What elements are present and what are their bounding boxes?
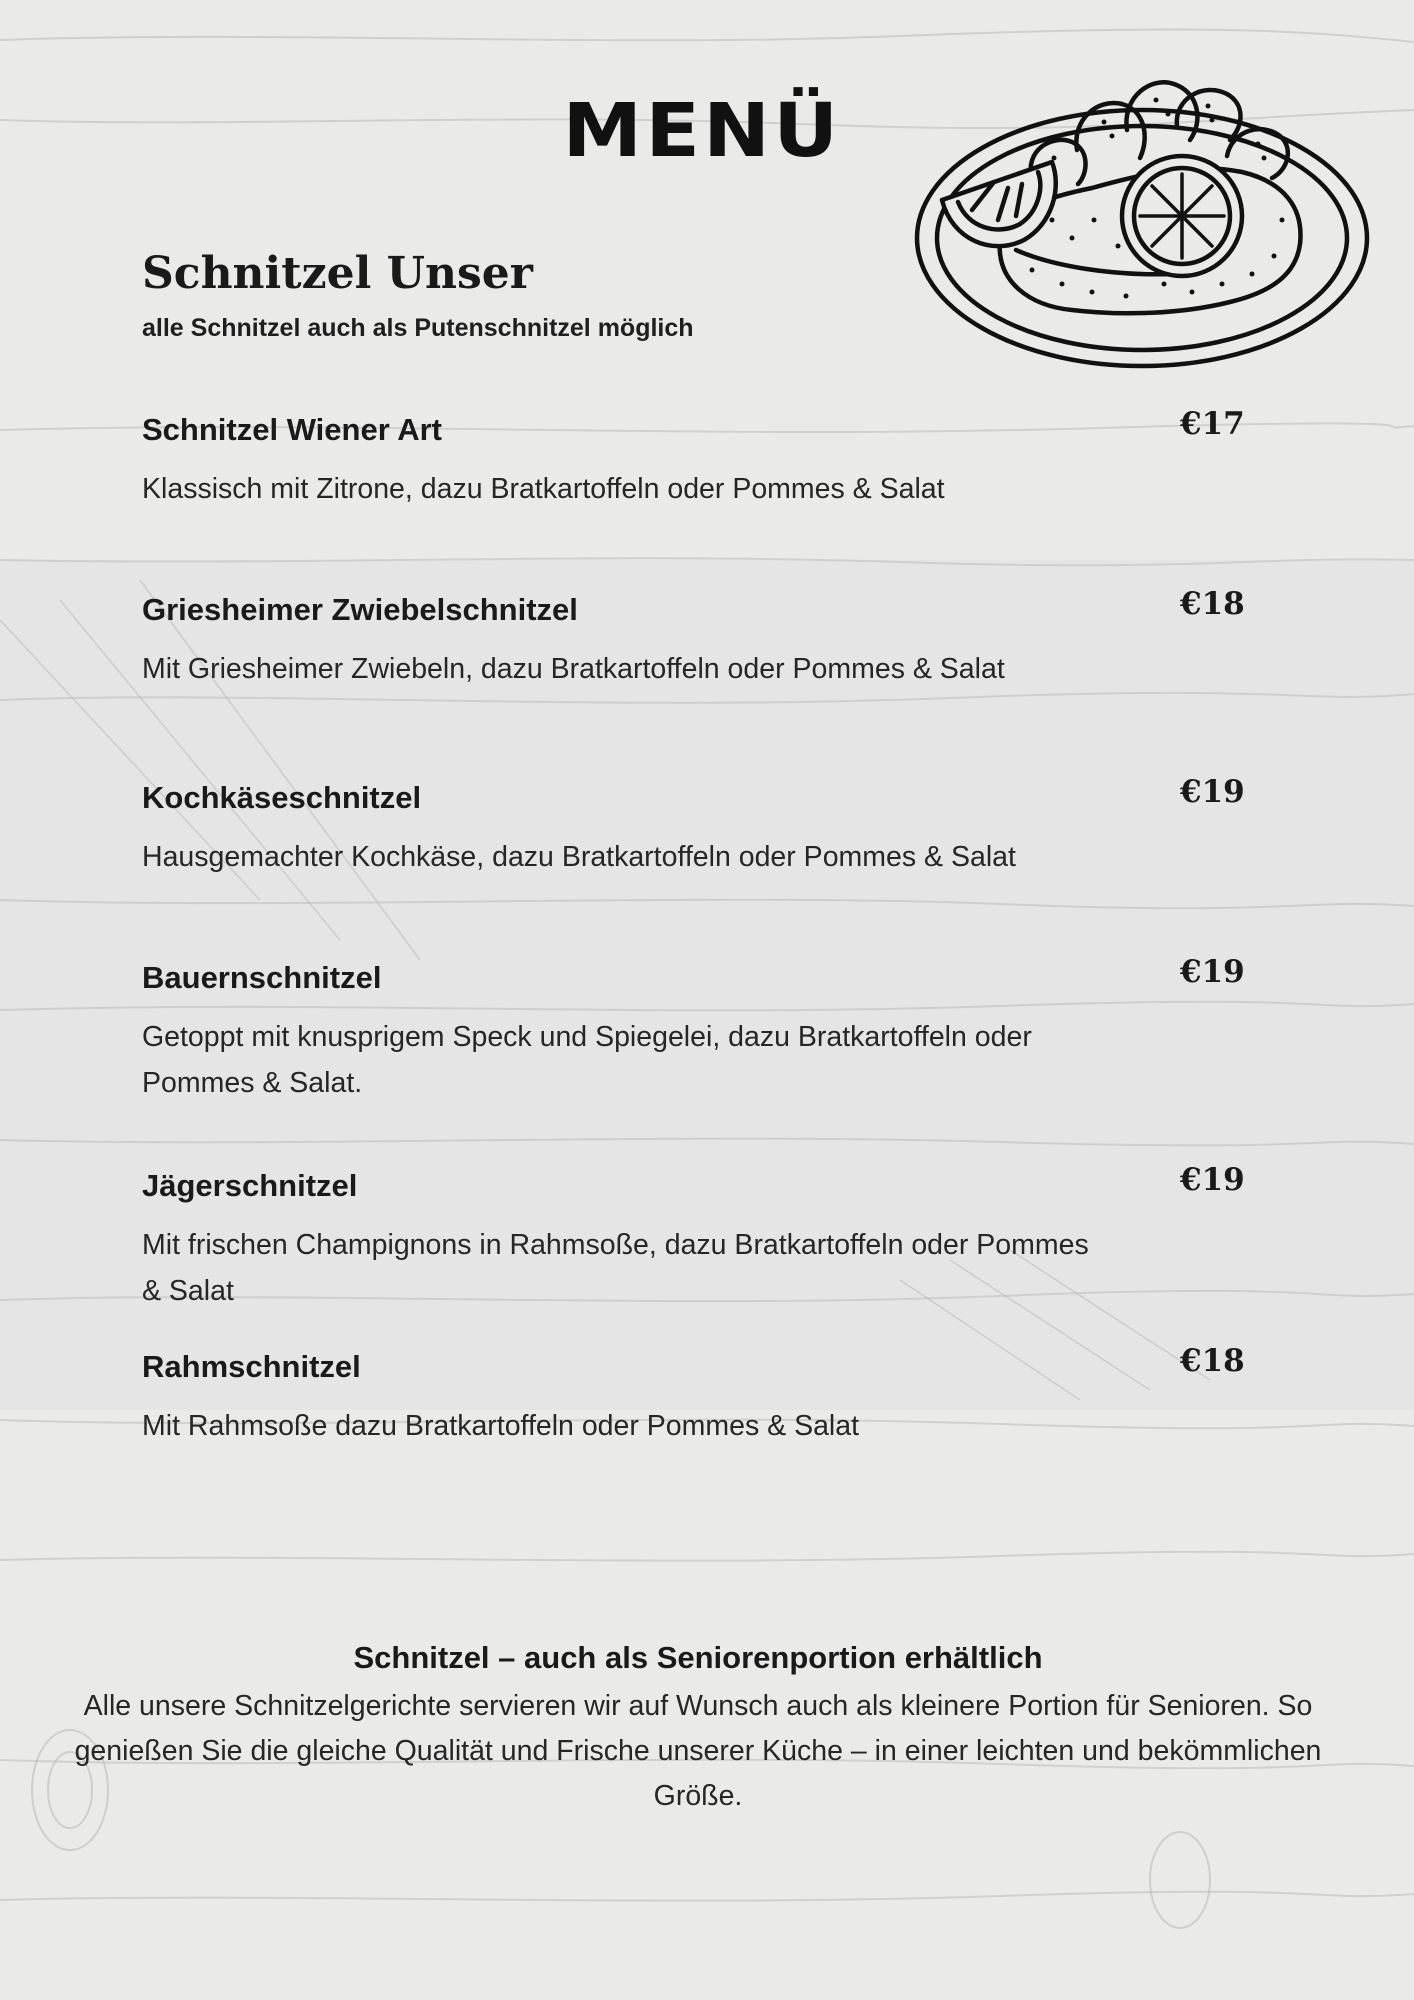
senior-portion-note bbox=[0, 1640, 1396, 1819]
item-name: Kochkäseschnitzel bbox=[142, 780, 422, 815]
item-name: Schnitzel Wiener Art bbox=[142, 412, 443, 447]
item-name: Griesheimer Zwiebelschnitzel bbox=[142, 592, 578, 627]
item-name: Jägerschnitzel bbox=[142, 1168, 358, 1203]
item-price: €18 bbox=[1180, 586, 1245, 622]
item-description: Mit Rahmsoße dazu Bratkartoffeln oder Pommes & Salat bbox=[142, 1410, 860, 1442]
item-price: €19 bbox=[1180, 774, 1245, 810]
item-description: Getoppt mit knusprigem Speck und Spiegelei, dazu Bratkartoffeln oder Pommes & Salat. bbox=[142, 1021, 1032, 1099]
item-description: Klassisch mit Zitrone, dazu Bratkartoffeln oder Pommes & Salat bbox=[142, 473, 945, 505]
schnitzel-plate-icon bbox=[912, 70, 1372, 380]
item-description: Mit frischen Champignons in Rahmsoße, dazu Bratkartoffeln oder Pommes & Salat bbox=[142, 1229, 1089, 1307]
item-price: €19 bbox=[1180, 1162, 1245, 1198]
item-name: Rahmschnitzel bbox=[142, 1349, 361, 1384]
item-price: €18 bbox=[1180, 1343, 1245, 1379]
section-subtitle: alle Schnitzel auch als Putenschnitzel möglich bbox=[142, 314, 694, 342]
footer-text: Alle unsere Schnitzelgerichte servieren wir auf Wunsch auch als kleinere Portion für Senioren. So genießen Sie die gleiche Qualität und Frische unserer Küche – in einer leichten und bekömmlichen Größe. bbox=[74, 1690, 1322, 1812]
footer-title: Schnitzel – auch als Seniorenportion erhältlich bbox=[353, 1640, 1043, 1675]
section-title: Schnitzel Unser bbox=[142, 248, 533, 299]
item-price: €19 bbox=[1180, 954, 1245, 990]
item-description: Mit Griesheimer Zwiebeln, dazu Bratkartoffeln oder Pommes & Salat bbox=[142, 653, 1005, 685]
item-description: Hausgemachter Kochkäse, dazu Bratkartoffeln oder Pommes & Salat bbox=[142, 841, 1016, 873]
item-name: Bauernschnitzel bbox=[142, 960, 382, 995]
page-title: MENÜ bbox=[562, 88, 842, 174]
item-price: €17 bbox=[1180, 406, 1245, 442]
